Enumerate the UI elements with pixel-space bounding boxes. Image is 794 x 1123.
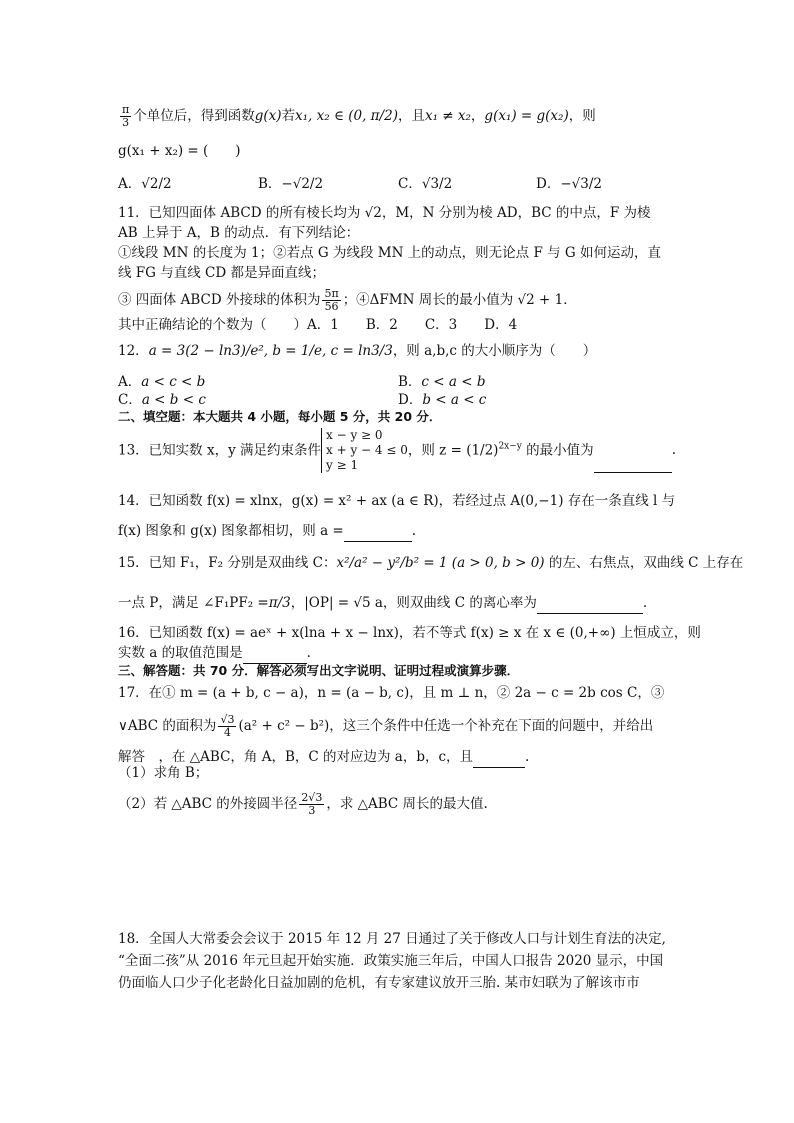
q13-constraint-system: x − y ≥ 0 x + y − 4 ≤ 0 y ≥ 1 [321,428,408,473]
q17-radius-fraction: $\frac{2√3}{3}$ [301,791,323,817]
q15-answer-blank[interactable] [537,599,643,614]
q11-line6: 其中正确结论的个数为（ ）A．1 B．2 C．3 D．4 [118,317,518,333]
q10-shift-fraction: $\frac{\pi}{3}$ [122,103,130,129]
q17-part2: （2）若 △ABC 的外接圆半径 $\frac{2√3}{3}$ ，求 △ABC 周长的最大值. [118,791,488,817]
section-2-heading: 二、填空题：本大题共 4 小题，每小题 5 分，共 20 分． [118,409,442,424]
q14-line1: 14．已知函数 f(x) = xlnx，g(x) = x² + ax (a ∈ R)，若经过点 A(0,−1) 存在一条直线 l 与 [118,493,676,509]
q12-option-b: B．c < a < b [398,374,486,390]
section-3-heading: 三、解答题：共 70 分．解答必须写出文字说明、证明过程或演算步骤． [118,663,520,678]
q15-line2: 一点 P，满足 ∠F₁PF₂ =π/3，|OP| = √5 a，则双曲线 C 的离心率为 . [118,592,688,614]
q11-line2: AB 上异于 A，B 的动点．有下列结论： [118,225,360,241]
q17-line2: ∨ABC 的面积为 $\frac{√3}{4}$ (a² + c² − b²)，这三个条件中任选一个补充在下面的问题中，并给出 [118,713,654,739]
q10-line2: g(x₁ + x₂) = ( ) [118,143,241,159]
q12-line1: 12．a = 3(2 − ln3)/e², b = 1/e, c = ln3/3，则 a,b,c 的大小顺序为（ ） [118,343,597,359]
q11-line3: ①线段 MN 的长度为 1；②若点 G 为线段 MN 上的动点，则无论点 F 与 G 如何运动，直 [118,245,661,261]
q11-volume-fraction: $\frac{5\pi}{56}$ [324,287,339,313]
q14-line2: f(x) 图象和 g(x) 图象都相切，则 a = . [118,520,688,542]
q17-part1: （1）求角 B； [118,765,209,781]
q18-line1: 18．全国人大常委会会议于 2015 年 12 月 27 日通过了关于修改人口与计划生育法的决定, [118,931,666,947]
q17-line3: 解答 ，在 △ABC，角 A，B，C 的对应边为 a，b，c，且 . [118,746,688,768]
q16-line1: 16．已知函数 f(x) = aeˣ + x(lna + x − lnx)，若不等式 f(x) ≥ x 在 x ∈ (0,+∞) 上恒成立，则 [118,625,701,641]
q14-answer-blank[interactable] [344,527,412,542]
q10-line1: $\frac{\pi}{3}$ 个单位后，得到函数g(x)若x₁, x₂ ∈ (0, π/2)，且x₁ ≠ x₂，g(x₁) = g(x₂)，则 [122,103,596,129]
q15-line1: 15．已知 F₁，F₂ 分别是双曲线 C：x²/a² − y²/b² = 1 (a > 0, b > 0) 的左、右焦点，双曲线 C 上存在 [118,555,744,571]
q16-line2: 实数 a 的取值范围是 . [118,642,688,664]
q11-line4: 线 FG 与直线 CD 都是异面直线； [118,265,325,281]
q12-option-c: C．a < b < c [118,392,206,408]
q10-option-d: D．−√3/2 [536,176,602,192]
q18-line3: 仍面临人口少子化老龄化日益加剧的危机，有专家建议放开三胎. 某市妇联为了解该市市 [118,975,640,991]
q18-line2: “全面二孩”从 2016 年元旦起开始实施．政策实施三年后，中国人口报告 2020 显示，中国 [118,953,664,969]
q12-option-d: D．b < a < c [398,392,487,408]
q11-line5: ③ 四面体 ABCD 外接球的体积为 $\frac{5\pi}{56}$ ；④ΔFMN 周长的最小值为 √2 + 1． [118,287,577,313]
q10-option-c: C．√3/2 [398,176,453,192]
q13-answer-blank[interactable] [594,458,672,473]
q12-option-a: A．a < c < b [118,374,206,390]
q13-line: 13．已知实数 x，y 满足约束条件x − y ≥ 0 x + y − 4 ≤ 0 y ≥ 1，则 $z = (1/2)^{2x-y}$ 的最小值为 . [118,428,676,472]
q10-option-b: B．−√2/2 [258,176,324,192]
q10-option-a: A．√2/2 [118,176,172,192]
q11-line1: 11．已知四面体 ABCD 的所有棱长均为 √2，M，N 分别为棱 AD，BC 的中点，F 为棱 [118,205,651,221]
q17-area-fraction: $\frac{√3}{4}$ [220,713,235,739]
q17-line1: 17．在① m = (a + b, c − a)，n = (a − b, c)，且 m ⊥ n，② 2a − c = 2b cos C，③ [118,685,665,701]
